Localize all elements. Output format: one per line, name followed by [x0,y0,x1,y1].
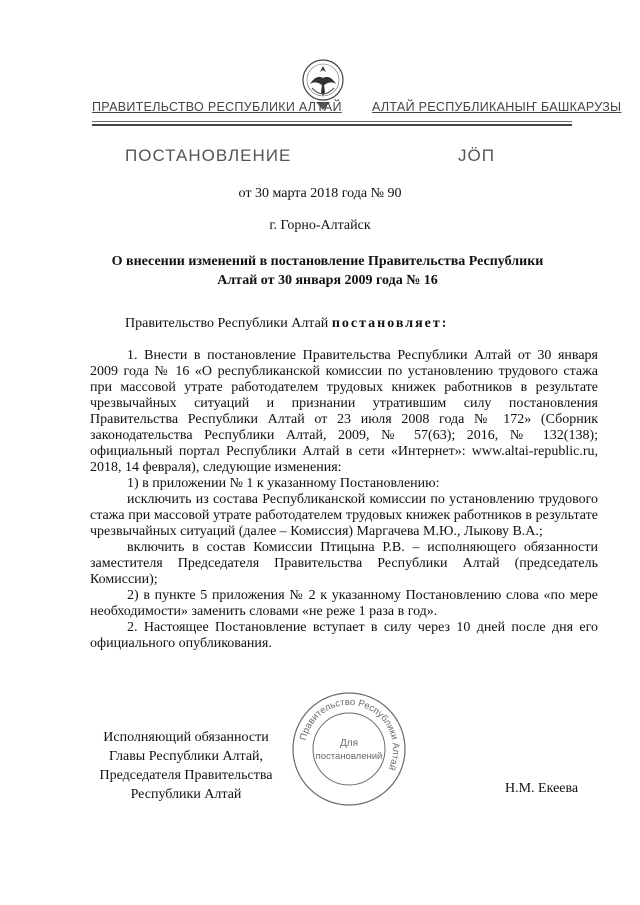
decree-word: постановляет: [331,316,449,331]
doc-type-altai: JÖП [458,146,495,165]
paragraph: 1. Внести в постановление Правительства Республики Алтай от 30 января 2009 года № 16 «О республиканской комиссии по установлению трудового стажа при массовой утрате работодателем трудовых книжек работников в результате чрезвычайных ситуаций и признании утратившим силу постановления Правительства Республики Алтай от 23 июля 2008 года № 172» (Сборник законодательства Республики Алтай, 2009, № 57(63); 2016, № 132(138); официальный портал Республики Алтай в сети «Интернет»: www.altai-republic.ru, 2018, 14 февраля), следующие изменения: [90,348,598,475]
document-city: г. Горно-Алтайск [269,218,371,233]
signatory-position [92,728,280,804]
document-title: О внесении изменений в постановление Правительства Республики Алтай от 30 января 2009 года № 16 [111,254,544,288]
document-body [90,348,598,652]
paragraph: 2. Настоящее Постановление вступает в силу через 10 дней после дня его официального опубликования. [90,620,598,651]
decree-line [125,316,448,332]
doc-type-russian: ПОСТАНОВЛЕНИЕ [125,146,292,165]
signatory-line: Председателя Правительства [99,768,273,783]
stamp-center-line1: Для [339,738,359,749]
signatory-line: Республики Алтай [130,787,242,802]
paragraph: включить в состав Комиссии Птицына Р.В. – исполняющего обязанности заместителя Председателя Правительства Республики Алтай (председатель Комиссии); [90,540,598,587]
paragraph: 2) в пункте 5 приложения № 2 к указанному Постановлению слова «по мере необходимости» заменить словами «не реже 1 раза в год». [90,588,598,619]
document-date: от 30 марта 2018 года № 90 [238,186,402,201]
official-stamp [290,690,408,808]
government-name-russian: ПРАВИТЕЛЬСТВО РЕСПУБЛИКИ АЛТАЙ [92,100,342,114]
stamp-center-line2: постановлений [315,751,383,762]
signatory-line: Главы Республики Алтай, [108,749,264,764]
stamp-ring-text: Правительство Республики Алтай [297,696,402,772]
decree-intro: Правительство Республики Алтай [125,316,329,331]
signatory-name: Н.М. Екеева [505,781,579,796]
header-divider [92,121,572,122]
signatory-line: Исполняющий обязанности [103,730,269,745]
header-divider-thick [92,124,572,126]
government-name-altai: АЛТАЙ РЕСПУБЛИКАНЫҤ БАШКАРУЗЫ [372,100,622,114]
paragraph: 1) в приложении № 1 к указанному Постановлению: [127,476,440,491]
paragraph: исключить из состава Республиканской комиссии по установлению трудового стажа при массовой утрате работодателем трудовых книжек работников в результате чрезвычайных ситуаций (далее – Комиссия) Маргачева М.Ю., Лыкову В.А.; [90,492,598,539]
